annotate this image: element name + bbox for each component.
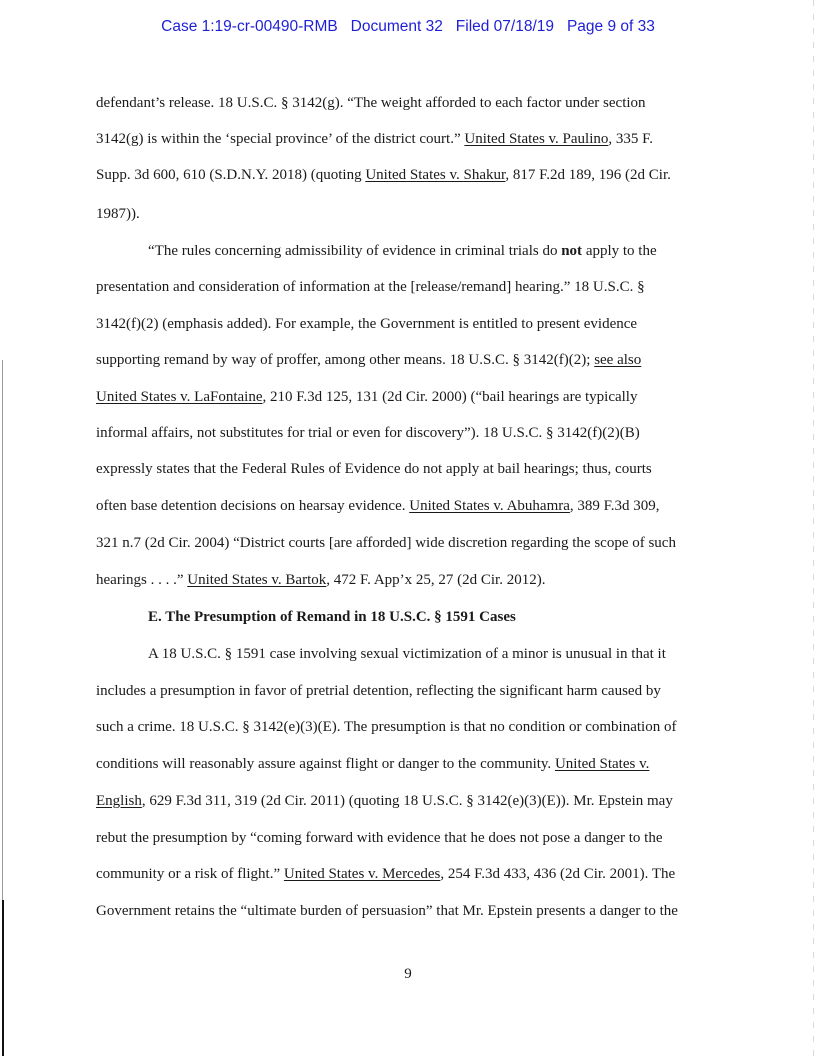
text-line: supporting remand by way of proffer, among other means. 18 U.S.C. § 3142(f)(2); see also — [96, 352, 642, 368]
case-number: Case 1:19-cr-00490-RMB — [161, 18, 338, 35]
paragraph-start-line: A 18 U.S.C. § 1591 case involving sexual victimization of a minor is unusual in that it — [148, 646, 666, 662]
case-citation: United States v. Bartok — [187, 572, 327, 588]
text-line: Supp. 3d 600, 610 (S.D.N.Y. 2018) (quoting United States v. Shakur, 817 F.2d 189, 196 (2d Cir. — [96, 167, 671, 183]
text-line: 3142(g) is within the ‘special province’ of the district court.” United States v. Paulino, 335 F. — [96, 131, 654, 147]
text-line: includes a presumption in favor of pretrial detention, reflecting the significant harm caused by — [96, 683, 661, 699]
text-line: presentation and consideration of information at the [release/remand] hearing.” 18 U.S.C. § — [96, 279, 645, 295]
case-citation: United States v. — [554, 756, 650, 772]
case-citation: United States v. Mercedes — [283, 866, 441, 882]
case-citation: United States v. Abuhamra — [409, 498, 570, 514]
scan-edge — [813, 0, 814, 1056]
case-citation: United States v. Paulino — [464, 131, 609, 147]
text-line: informal affairs, not substitutes for trial or even for discovery”). 18 U.S.C. § 3142(f)(2)(B) — [96, 425, 640, 441]
text-line: often base detention decisions on hearsay evidence. United States v. Abuhamra, 389 F.3d 309, — [96, 498, 660, 514]
case-citation: United States v. LaFontaine — [96, 389, 263, 405]
paragraph-start-line: “The rules concerning admissibility of evidence in criminal trials do not apply to the — [148, 243, 657, 259]
case-citation: United States v. Shakur — [365, 167, 506, 183]
text-line: Government retains the “ultimate burden of persuasion” that Mr. Epstein presents a danger to the — [96, 903, 678, 919]
text-line: conditions will reasonably assure against flight or danger to the community. United States v. — [96, 756, 650, 772]
ecf-header — [0, 18, 816, 36]
section-heading: E. The Presumption of Remand in 18 U.S.C. § 1591 Cases — [148, 609, 516, 625]
text-line: 3142(f)(2) (emphasis added). For example, the Government is entitled to present evidence — [96, 316, 638, 332]
case-citation: see also — [594, 352, 642, 368]
page-of: Page 9 of 33 — [566, 18, 655, 35]
text-line: rebut the presumption by “coming forward with evidence that he does not pose a danger to the — [96, 830, 663, 846]
text-line: defendant’s release. 18 U.S.C. § 3142(g). “The weight afforded to each factor under section — [96, 95, 646, 111]
page-number: 9 — [404, 966, 412, 982]
filed-date: Filed 07/18/19 — [455, 18, 555, 35]
text-line: community or a risk of flight.” United States v. Mercedes, 254 F.3d 433, 436 (2d Cir. 2001). The — [96, 866, 676, 882]
text-line: English, 629 F.3d 311, 319 (2d Cir. 2011) (quoting 18 U.S.C. § 3142(e)(3)(E)). Mr. Epstein may — [96, 793, 673, 809]
document-number: Document 32 — [350, 18, 443, 35]
text-line: 1987)). — [96, 206, 140, 222]
text-line: United States v. LaFontaine, 210 F.3d 125, 131 (2d Cir. 2000) (“bail hearings are typically — [96, 389, 638, 405]
scan-edge — [2, 900, 4, 1056]
case-citation: English — [96, 793, 142, 809]
text-line: 321 n.7 (2d Cir. 2004) “District courts [are afforded] wide discretion regarding the scope of such — [96, 535, 676, 551]
text-line: expressly states that the Federal Rules of Evidence do not apply at bail hearings; thus, courts — [96, 461, 652, 477]
text-line: such a crime. 18 U.S.C. § 3142(e)(3)(E). The presumption is that no condition or combination of — [96, 719, 677, 735]
text-line: hearings . . . .” United States v. Bartok, 472 F. App’x 25, 27 (2d Cir. 2012). — [96, 572, 546, 588]
emphasis-text: not — [561, 243, 583, 259]
